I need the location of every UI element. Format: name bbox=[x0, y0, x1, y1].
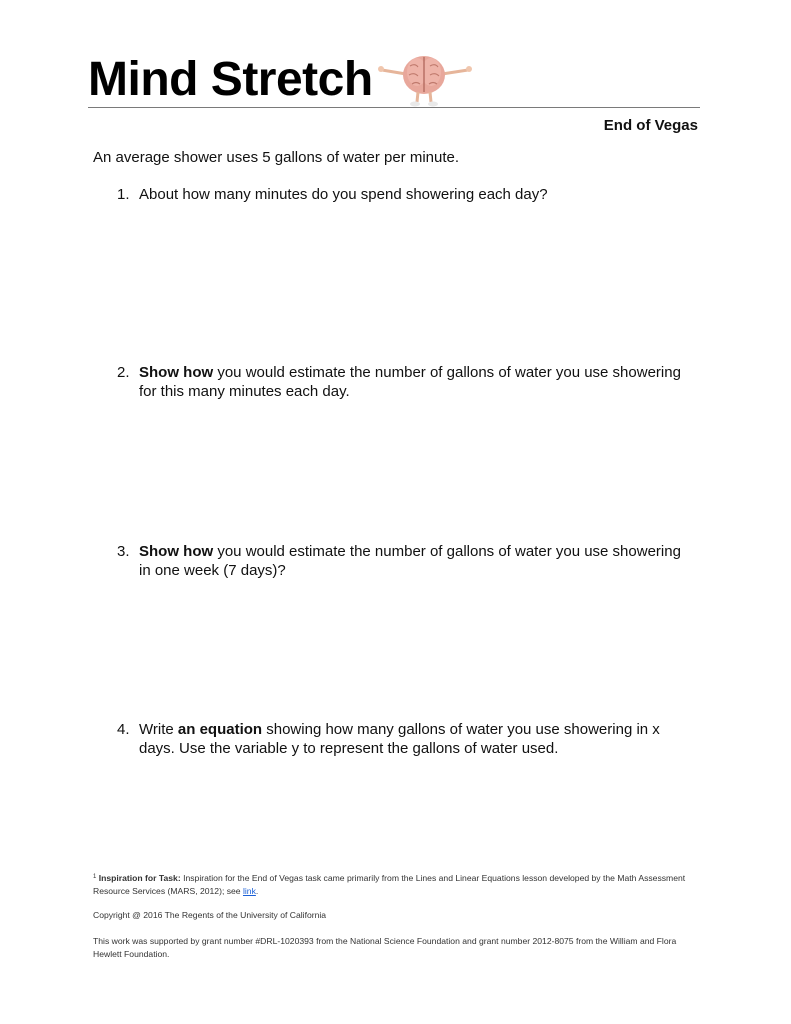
intro-text: An average shower uses 5 gallons of water per minute. bbox=[93, 149, 460, 166]
question-number: 4. bbox=[117, 721, 130, 738]
question-body bbox=[139, 363, 692, 401]
footnote-link[interactable]: link bbox=[242, 885, 256, 896]
footnote-inspiration bbox=[93, 872, 698, 897]
question-1 bbox=[117, 185, 692, 204]
footnote-end: . bbox=[255, 885, 259, 896]
question-text: showing how many gallons of water you use showering in x days. Use the variable y to represent the gallons of water used. bbox=[139, 721, 660, 757]
question-number: 2. bbox=[117, 364, 130, 381]
question-2 bbox=[117, 363, 692, 401]
question-prefix: Write bbox=[139, 721, 178, 738]
grant-text: This work was supported by grant number #DRL-1020393 from the National Science Foundation and grant number 2012-8075 from the William and Flora Hewlett Foundation. bbox=[93, 936, 677, 959]
question-text: you would estimate the number of gallons of water you use showering in one week (7 days)? bbox=[139, 543, 681, 579]
question-emphasis: Show how bbox=[139, 364, 214, 381]
task-title: End of Vegas bbox=[603, 117, 698, 134]
question-number: 3. bbox=[117, 543, 130, 560]
question-text: About how many minutes do you spend showering each day? bbox=[139, 186, 548, 203]
footnote-marker: 1 bbox=[93, 874, 97, 880]
question-3 bbox=[117, 542, 692, 580]
page-title: Mind Stretch bbox=[88, 53, 373, 106]
copyright-text: Copyright @ 2016 The Regents of the University of California bbox=[93, 910, 327, 920]
question-emphasis: Show how bbox=[139, 543, 214, 560]
question-text: you would estimate the number of gallons of water you use showering for this many minutes each day. bbox=[139, 364, 681, 400]
question-emphasis: an equation bbox=[177, 721, 263, 738]
brain-mascot-icon bbox=[374, 48, 474, 108]
question-number: 1. bbox=[117, 186, 130, 203]
header-divider bbox=[88, 107, 700, 108]
question-body bbox=[139, 542, 692, 580]
footnote-text: Inspiration for the End of Vegas task came primarily from the Lines and Linear Equations lesson developed by the Math Assessment Resource Services (MARS, 2012); see bbox=[93, 873, 686, 896]
question-body bbox=[139, 720, 692, 758]
question-4 bbox=[117, 720, 692, 758]
footnote-label: Inspiration for Task: bbox=[98, 873, 181, 883]
